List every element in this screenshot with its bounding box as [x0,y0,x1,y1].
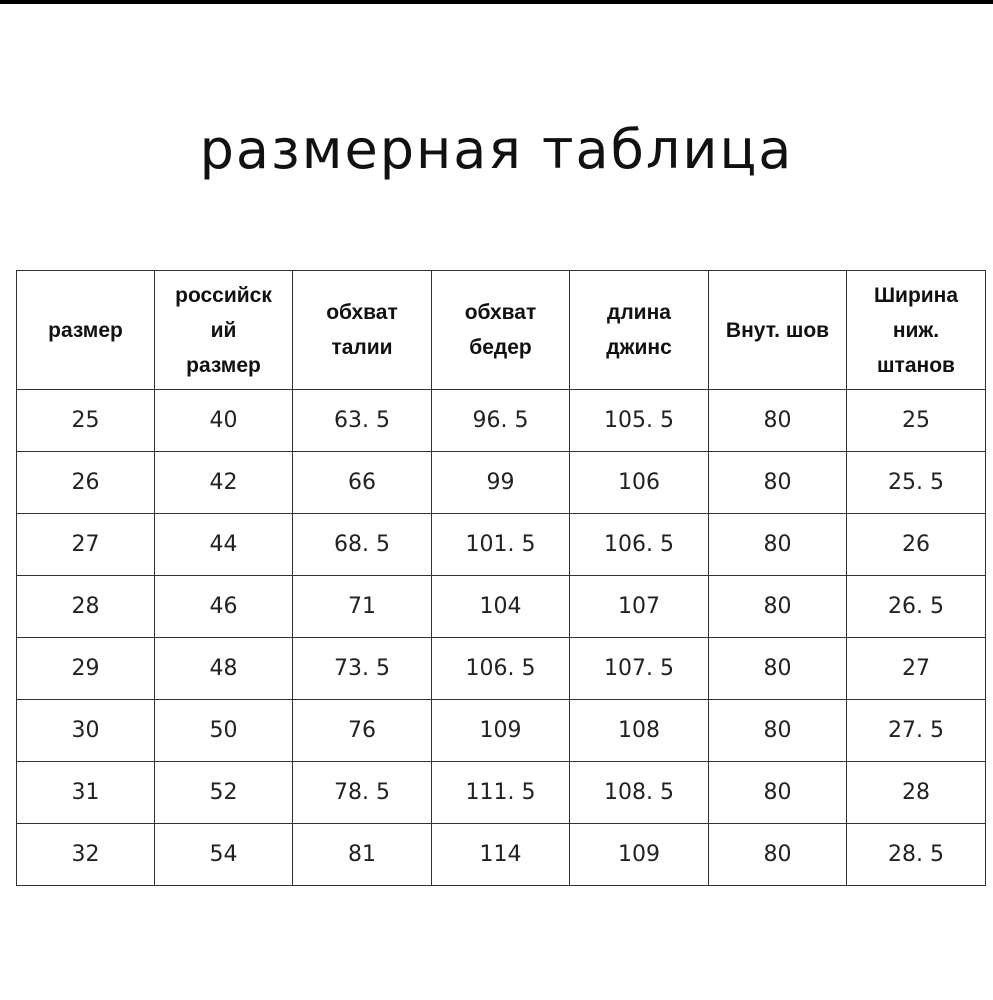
cell-waist: 63. 5 [293,390,432,452]
cell-inseam: 80 [709,638,847,700]
cell-size: 27 [17,514,155,576]
cell-russian-size: 52 [155,762,293,824]
header-size [17,271,155,390]
header-leg-opening-line-1: Ширина [873,283,959,307]
table-body [17,390,986,886]
cell-size: 30 [17,700,155,762]
header-russian-size [155,271,293,390]
cell-inseam: 80 [709,514,847,576]
table-row [17,762,986,824]
page-title: размерная таблица [199,118,794,181]
header-jeans-length [570,271,709,390]
cell-leg-opening: 26. 5 [847,576,986,638]
cell-hips: 101. 5 [432,514,570,576]
cell-hips: 96. 5 [432,390,570,452]
cell-jeans-length: 105. 5 [570,390,709,452]
cell-russian-size: 54 [155,824,293,886]
table-row [17,700,986,762]
header-leg-opening-line-3: штанов [877,353,955,377]
cell-hips: 104 [432,576,570,638]
header-waist-line-1: обхват [326,301,398,324]
header-russian-size-line-1: российск [175,283,272,307]
header-waist [293,271,432,390]
table-row [17,452,986,514]
table-header [17,271,986,390]
cell-hips: 114 [432,824,570,886]
cell-jeans-length: 108. 5 [570,762,709,824]
cell-leg-opening: 25. 5 [847,452,986,514]
cell-hips: 109 [432,700,570,762]
cell-hips: 111. 5 [432,762,570,824]
cell-waist: 66 [293,452,432,514]
cell-russian-size: 46 [155,576,293,638]
header-inseam-line: Внут. шов [725,318,830,342]
cell-leg-opening: 27. 5 [847,700,986,762]
cell-size: 26 [17,452,155,514]
header-hips-line-1: обхват [464,301,537,324]
cell-inseam: 80 [709,762,847,824]
header-hips [432,271,570,390]
cell-inseam: 80 [709,452,847,514]
cell-jeans-length: 108 [570,700,709,762]
cell-size: 32 [17,824,155,886]
header-inseam [709,271,847,390]
cell-size: 25 [17,390,155,452]
header-jeans-length-line-2: джинс [606,336,672,359]
cell-waist: 73. 5 [293,638,432,700]
cell-leg-opening: 27 [847,638,986,700]
cell-hips: 106. 5 [432,638,570,700]
cell-inseam: 80 [709,576,847,638]
size-chart-table [16,270,986,886]
cell-hips: 99 [432,452,570,514]
cell-size: 31 [17,762,155,824]
cell-russian-size: 50 [155,700,293,762]
cell-jeans-length: 107 [570,576,709,638]
cell-waist: 71 [293,576,432,638]
header-russian-size-line-2: ий [210,318,237,342]
cell-inseam: 80 [709,390,847,452]
cell-size: 28 [17,576,155,638]
cell-leg-opening: 28 [847,762,986,824]
cell-leg-opening: 28. 5 [847,824,986,886]
cell-jeans-length: 109 [570,824,709,886]
cell-waist: 78. 5 [293,762,432,824]
table-row [17,390,986,452]
cell-russian-size: 48 [155,638,293,700]
cell-waist: 81 [293,824,432,886]
cell-waist: 76 [293,700,432,762]
cell-leg-opening: 26 [847,514,986,576]
header-hips-line-2: бедер [469,336,532,359]
header-russian-size-line-3: размер [186,353,261,377]
cell-waist: 68. 5 [293,514,432,576]
table-row [17,514,986,576]
cell-russian-size: 44 [155,514,293,576]
cell-size: 29 [17,638,155,700]
top-border [0,0,993,4]
cell-leg-opening: 25 [847,390,986,452]
header-jeans-length-line-1: длина [607,301,671,324]
header-leg-opening [847,271,986,390]
header-leg-opening-line-2: ниж. [892,318,940,342]
cell-inseam: 80 [709,700,847,762]
header-waist-line-2: талии [331,336,393,359]
table-row [17,576,986,638]
cell-jeans-length: 107. 5 [570,638,709,700]
table-row [17,824,986,886]
cell-jeans-length: 106 [570,452,709,514]
cell-jeans-length: 106. 5 [570,514,709,576]
cell-inseam: 80 [709,824,847,886]
header-size-line: размер [48,318,123,342]
cell-russian-size: 42 [155,452,293,514]
cell-russian-size: 40 [155,390,293,452]
header-row [17,271,986,390]
table-row [17,638,986,700]
